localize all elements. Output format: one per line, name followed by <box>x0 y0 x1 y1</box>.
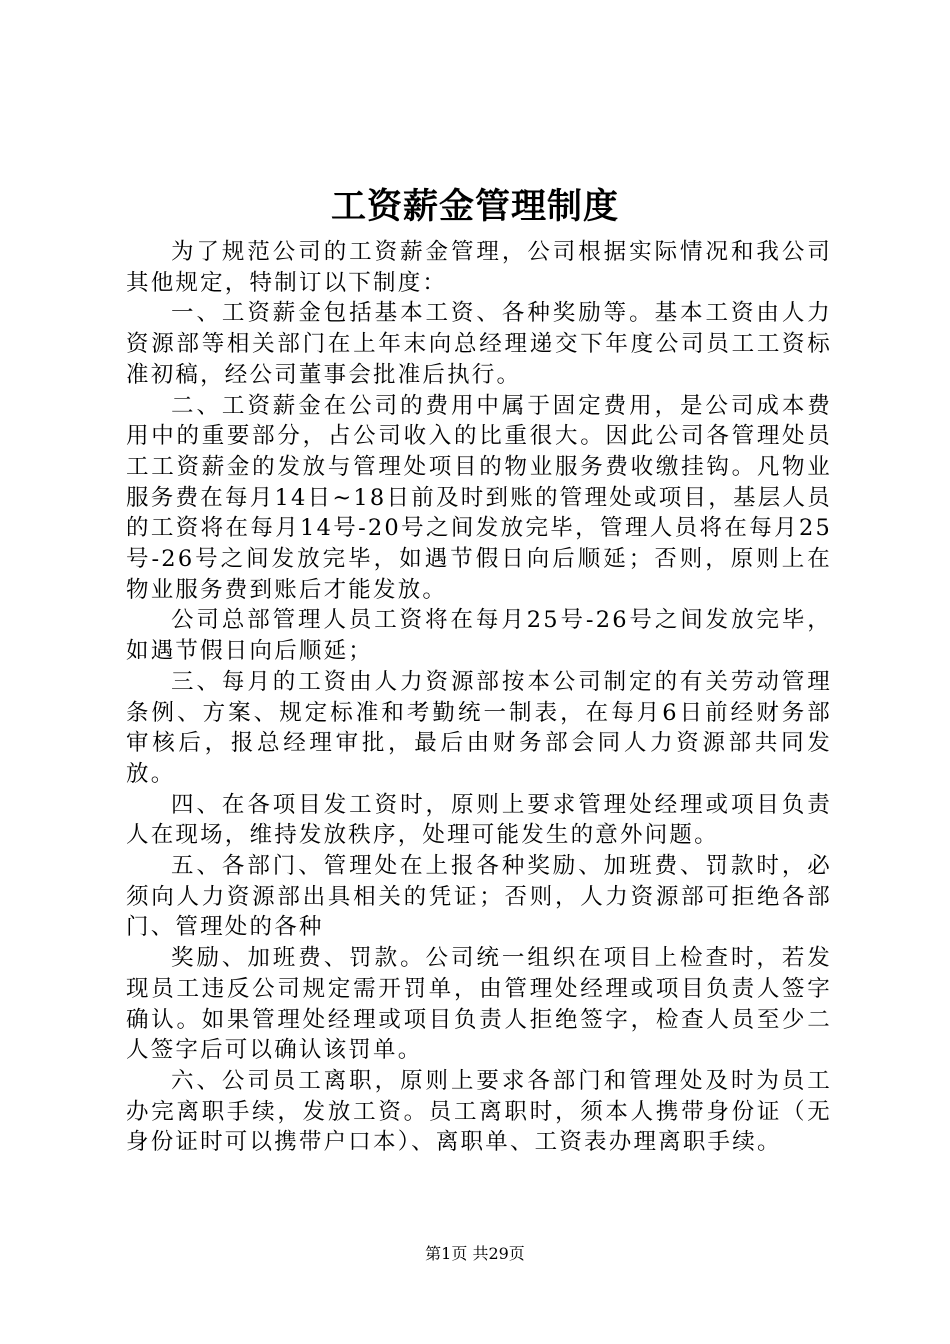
document-title: 工资薪金管理制度 <box>330 187 619 227</box>
paragraph-clause-5: 五、各部门、管理处在上报各种奖励、加班费、罚款时，必须向人力资源部出具相关的凭证；否则，人力资源部可拒绝各部门、管理处的各种 <box>126 853 832 941</box>
paragraph-headquarters-pay: 公司总部管理人员工资将在每月25号-26号之间发放完毕，如遇节假日向后顺延； <box>126 607 832 665</box>
paragraph-clause-6: 六、公司员工离职，原则上要求各部门和管理处及时为员工办完离职手续，发放工资。员工离职时，须本人携带身份证（无身份证时可以携带户口本）、离职单、工资表办理离职手续。 <box>126 1067 832 1156</box>
paragraph-clause-5-continued: 奖励、加班费、罚款。公司统一组织在项目上检查时，若发现员工违反公司规定需开罚单，由管理处经理或项目负责人签字确认。如果管理处经理或项目负责人拒绝签字，检查人员至少二人签字后可以确认该罚单。 <box>126 945 832 1064</box>
paragraph-intro: 为了规范公司的工资薪金管理，公司根据实际情况和我公司其他规定，特制订以下制度： <box>126 239 832 296</box>
paragraph-clause-2: 二、工资薪金在公司的费用中属于固定费用，是公司成本费用中的重要部分，占公司收入的比重很大。因此公司各管理处员工工资薪金的发放与管理处项目的物业服务费收缴挂钩。凡物业服务费在每月14日~18日前及时到账的管理处或项目，基层人员的工资将在每月14号-20号之间发放完毕，管理人员将在每月25号-26号之间发放完毕，如遇节假日向后顺延；否则，原则上在物业服务费到账后才能发放。 <box>126 392 832 603</box>
paragraph-clause-1: 一、工资薪金包括基本工资、各种奖励等。基本工资由人力资源部等相关部门在上年末向总经理递交下年度公司员工工资标准初稿，经公司董事会批准后执行。 <box>126 300 832 388</box>
page-number-footer: 第1页 共29页 <box>425 1244 525 1263</box>
paragraph-clause-3: 三、每月的工资由人力资源部按本公司制定的有关劳动管理条例、方案、规定标准和考勤统一制表，在每月6日前经财务部审核后，报总经理审批，最后由财务部会同人力资源部共同发放。 <box>126 668 832 787</box>
paragraph-clause-4: 四、在各项目发工资时，原则上要求管理处经理或项目负责人在现场，维持发放秩序，处理可能发生的意外问题。 <box>126 791 832 849</box>
document-body <box>126 237 832 1158</box>
